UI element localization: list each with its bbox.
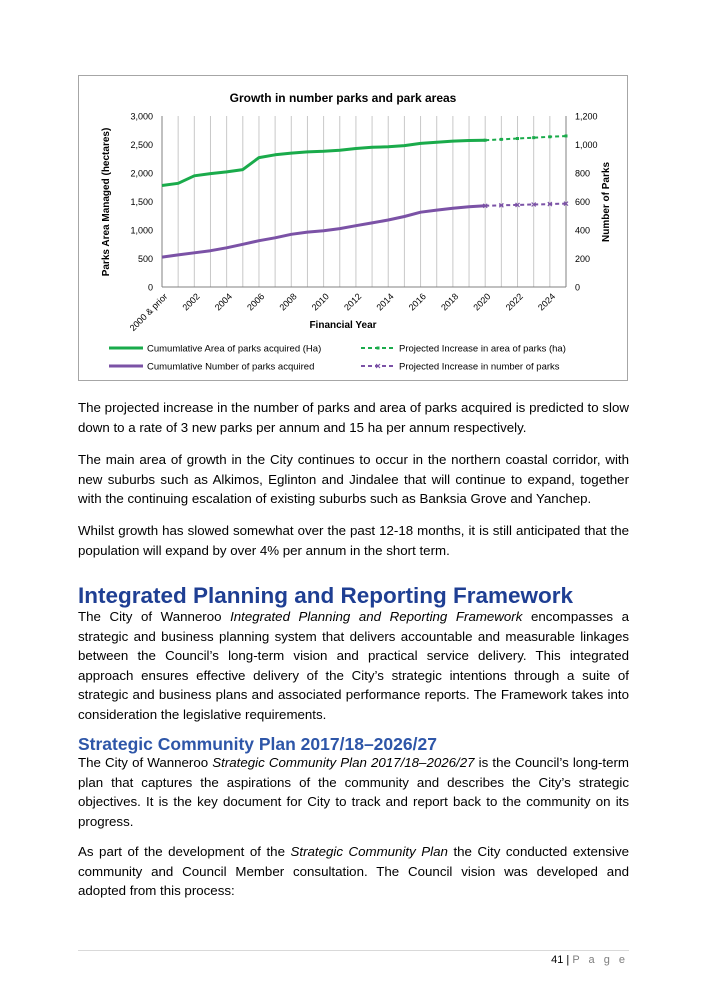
left-tick-label: 500 — [137, 254, 153, 264]
right-tick-label: 1,000 — [575, 140, 598, 150]
chart-series — [162, 134, 568, 257]
x-tick-label: 2010 — [309, 291, 332, 313]
framework-title-italic: Integrated Planning and Reporting Framework — [230, 609, 523, 624]
x-tick-label: 2006 — [245, 291, 267, 313]
left-tick-label: 1,500 — [130, 197, 153, 207]
left-tick-label: 2,500 — [130, 140, 153, 150]
page-footer — [551, 954, 628, 966]
paragraph-growth-area: The main area of growth in the City continues to occur in the northern coastal corridor, with new suburbs such as Alkimos, Eglinton and Jindalee that will continue to expand, together with the continuing escalation of existing suburbs such as Banksia Grove and Yanchep. — [78, 452, 629, 506]
x-tick-label: 2022 — [503, 291, 525, 313]
x-tick-label: 2016 — [406, 291, 428, 313]
chart-grid — [162, 116, 566, 287]
right-tick-label: 200 — [575, 254, 591, 264]
series-marker — [565, 134, 568, 137]
heading-integrated-planning: Integrated Planning and Reporting Framework — [78, 583, 574, 608]
left-tick-label: 0 — [147, 282, 153, 293]
plan-title-italic: Strategic Community Plan 2017/18–2026/27 — [212, 755, 475, 770]
plan-text-b: is the Council’s long-term plan that captures the aspirations of the community and describes the City’s strategic objectives. It is the key document for City to track and report back to the community on its progress. — [78, 755, 630, 829]
right-axis-ticks — [575, 112, 598, 293]
paragraph-projection: The projected increase in the number of parks and area of parks acquired is predicted to slow down to a rate of 3 new parks per annum and 15 ha per annum respectively. — [78, 400, 629, 435]
series-marker — [548, 135, 551, 138]
chart-legend — [109, 344, 566, 373]
page-number: 41 — [551, 954, 564, 966]
legend-label-0: Cumumlative Area of parks acquired (Ha) — [147, 343, 322, 355]
left-axis-ticks — [130, 112, 153, 293]
growth-chart — [78, 75, 628, 381]
chart-svg — [79, 76, 629, 382]
legend-label-2: Cumumlative Number of parks acquired — [147, 361, 315, 373]
y-axis-left-label: Parks Area Managed (hectares) — [101, 127, 112, 277]
legend-marker — [377, 347, 380, 350]
plan-text-a: The City of Wanneroo — [78, 755, 213, 770]
legend-label-3: Projected Increase in number of parks — [399, 361, 560, 373]
x-tick-label: 2018 — [439, 291, 461, 313]
framework-text-a: The City of Wanneroo — [78, 609, 231, 624]
series-marker — [532, 136, 535, 139]
right-tick-label: 400 — [575, 225, 591, 236]
chart-axes — [162, 116, 566, 287]
x-axis-label: Financial Year — [309, 320, 377, 331]
series-line-3 — [485, 204, 566, 206]
paragraph-population: Whilst growth has slowed somewhat over the past 12-18 months, it is still anticipated that the population will expand by over 4% per annum in the short term. — [78, 523, 629, 558]
x-tick-label: 2012 — [342, 291, 364, 313]
consultation-text-a: As part of the development of the — [78, 844, 291, 859]
series-marker — [484, 139, 487, 142]
chart-title: Growth in number parks and park areas — [229, 91, 457, 105]
series-line-1 — [485, 136, 566, 140]
x-tick-label: 2024 — [536, 291, 558, 313]
legend-label-1: Projected Increase in area of parks (ha) — [399, 343, 566, 355]
footer-divider — [78, 950, 629, 951]
x-tick-label: 2020 — [471, 291, 493, 313]
x-tick-label: 2008 — [277, 291, 299, 313]
heading-strategic-community-plan: Strategic Community Plan 2017/18–2026/27 — [78, 734, 437, 754]
paragraph-framework — [78, 607, 629, 724]
framework-text-b: encompasses a strategic and business planning system that delivers accountable and measurable linkages between the Council’s long-term vision and practical service delivery. This integrated approach ensures effective delivery of the City’s strategic intentions through a suite of strategic and business plans and associated performance reports. The Framework takes into consideration the legislative requirements. — [78, 609, 629, 722]
right-tick-label: 800 — [575, 168, 591, 179]
x-tick-label: 2014 — [374, 291, 396, 313]
right-tick-label: 1,200 — [575, 111, 598, 122]
right-tick-label: 600 — [575, 197, 591, 207]
right-tick-label: 0 — [575, 282, 581, 293]
page-word: P a g e — [572, 954, 628, 966]
consultation-text-b: the City conducted extensive community and Council Member consultation. The Council vision was developed and adopted from this process: — [78, 844, 629, 898]
series-marker — [500, 138, 503, 141]
left-tick-label: 3,000 — [130, 111, 153, 122]
left-tick-label: 1,000 — [130, 225, 153, 236]
y-axis-right-label: Number of Parks — [601, 161, 612, 243]
series-marker — [516, 137, 519, 140]
x-tick-label: 2004 — [212, 291, 235, 313]
paragraph-consultation — [78, 842, 629, 901]
paragraph-community-plan — [78, 753, 629, 831]
consultation-italic: Strategic Community Plan — [290, 844, 448, 859]
left-tick-label: 2,000 — [130, 168, 153, 179]
x-tick-label: 2000 & prior — [127, 291, 170, 334]
footer-separator: | — [566, 954, 570, 966]
x-tick-label: 2002 — [180, 291, 202, 313]
